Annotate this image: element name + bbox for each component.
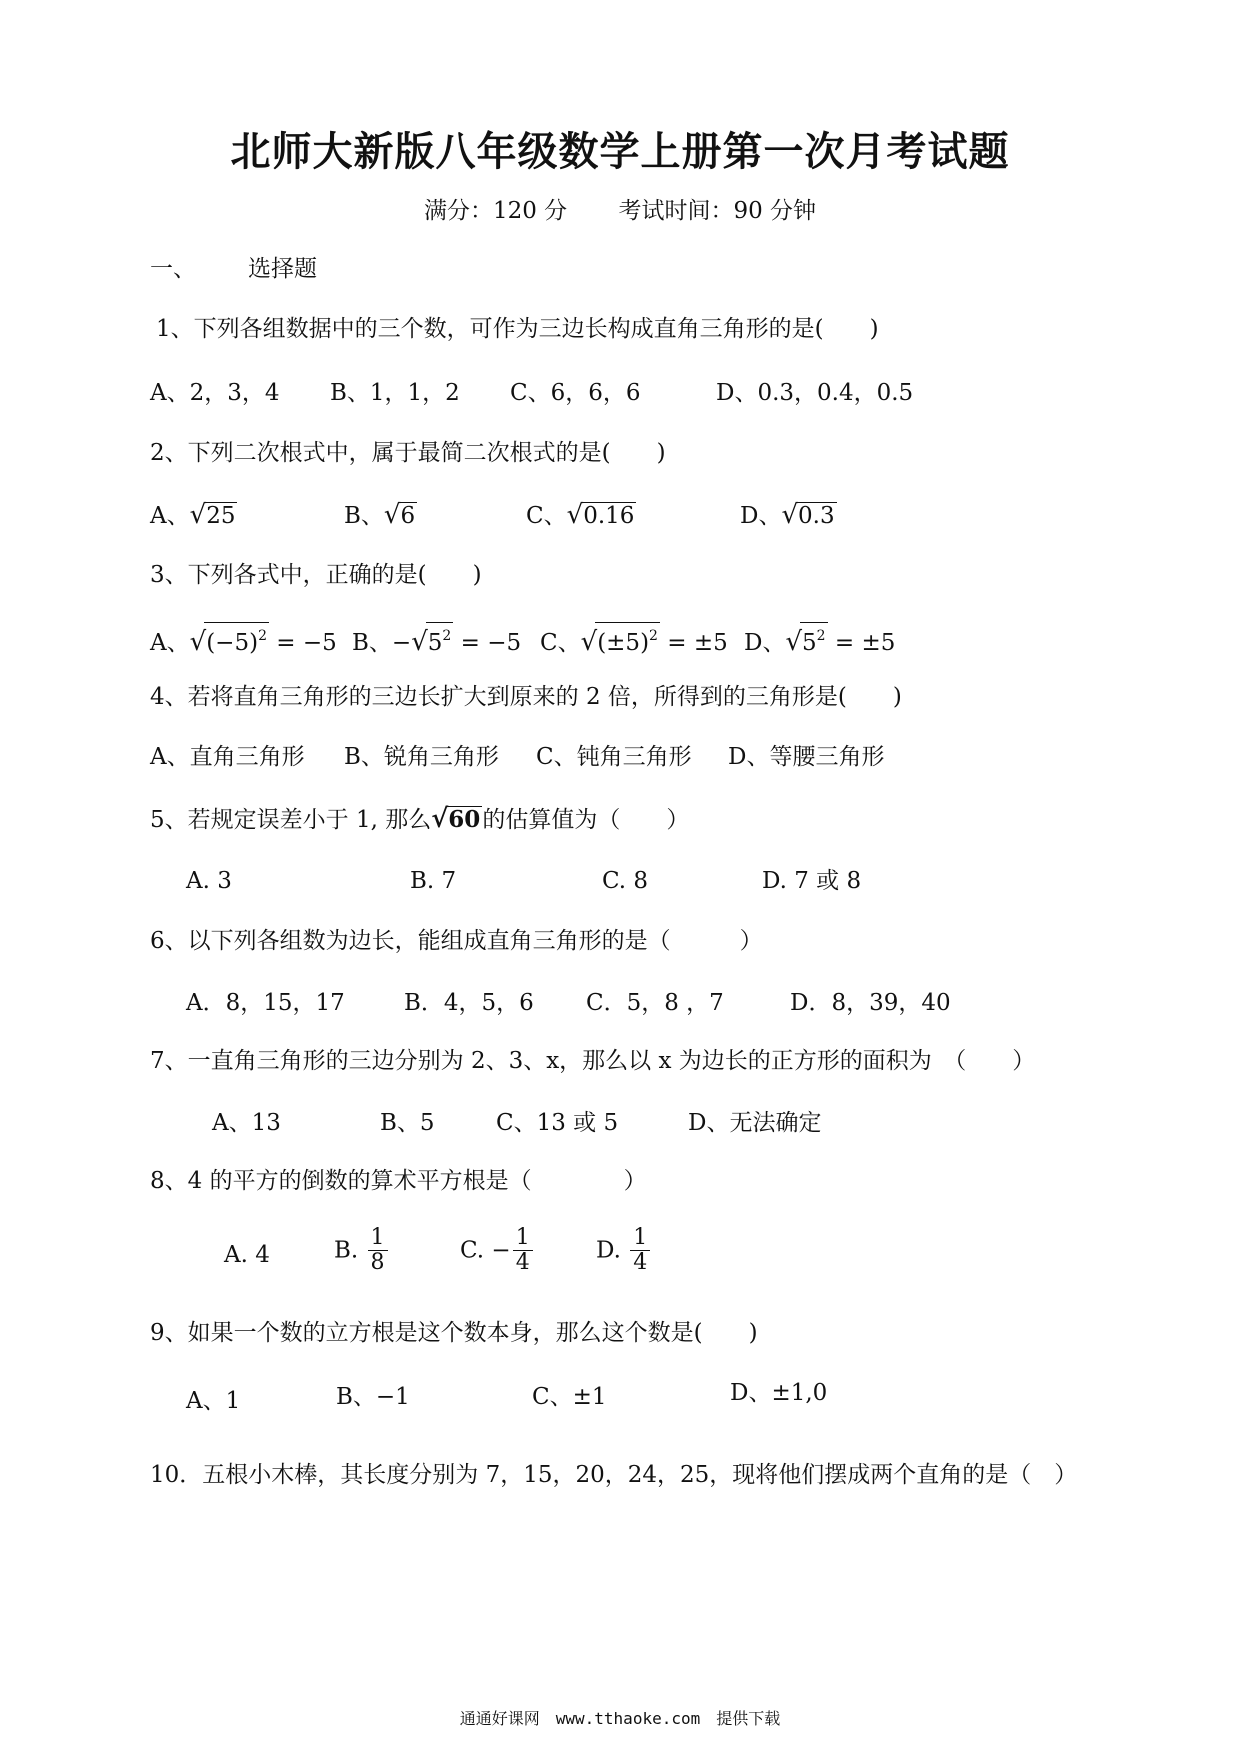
question-10-stem: 10．五根小木棒，其长度分别为 7，15，20，24，25，现将他们摆成两个直角的是（ ）: [150, 1462, 1078, 1488]
q4-option-d: D、等腰三角形: [728, 744, 885, 770]
q6-option-d: D．8，39，40: [790, 990, 951, 1016]
question-5-stem: 5、若规定误差小于 1, 那么√60的估算值为（ ）: [150, 804, 690, 834]
section-number: 一、: [150, 256, 196, 282]
section-heading: [150, 254, 317, 284]
q2-option-d: D、√0.3: [740, 500, 835, 530]
q2-option-b: B、√6: [344, 500, 416, 530]
question-2-stem: 2、下列二次根式中，属于最简二次根式的是( ): [150, 440, 666, 466]
q9-option-d: D、±1,0: [730, 1380, 828, 1406]
question-7-stem: 7、一直角三角形的三边分别为 2、3、x，那么以 x 为边长的正方形的面积为 （ ）: [150, 1048, 1036, 1074]
q8-option-a: A. 4: [224, 1242, 270, 1268]
sqrt-symbol: √60: [431, 804, 481, 834]
q4-option-b: B、锐角三角形: [344, 744, 499, 770]
footer-credit: 通通好课网 www.tthaoke.com 提供下载: [459, 1709, 781, 1728]
question-1-stem: 1、下列各组数据中的三个数，可作为三边长构成直角三角形的是( ): [156, 316, 879, 342]
q6-option-c: C．5，8 ，7: [586, 990, 724, 1016]
sqrt-symbol: √6: [383, 500, 416, 530]
question-8-stem: 8、4 的平方的倒数的算术平方根是（ ）: [150, 1168, 647, 1194]
q9-option-c: C、±1: [532, 1384, 607, 1410]
q2-option-c: C、√0.16: [526, 500, 635, 530]
sqrt-symbol: $√(\pm 5)^2$: [581, 622, 660, 658]
q5-option-c: C. 8: [602, 868, 649, 894]
q4-option-c: C、钝角三角形: [536, 744, 692, 770]
q8-option-d: D. $\frac{1}{4}$: [596, 1226, 652, 1275]
page-title: 北师大新版八年级数学上册第一次月考试题: [230, 129, 1010, 175]
q3-option-c: C、$√(\pm 5)^2 = \pm 5$: [540, 622, 728, 658]
fraction: $\frac{1}{4}$: [513, 1226, 533, 1275]
question-9-stem: 9、如果一个数的立方根是这个数本身，那么这个数是( ): [150, 1320, 758, 1346]
q6-option-a: A．8，15，17: [186, 990, 345, 1016]
q6-option-b: B．4，5，6: [404, 990, 534, 1016]
q5-option-a: A. 3: [186, 868, 232, 894]
sqrt-symbol: √0.16: [566, 500, 635, 530]
q2-option-a: A、√25: [150, 500, 236, 530]
q7-option-d: D、无法确定: [688, 1110, 822, 1136]
q9-option-a: A、1: [186, 1388, 241, 1414]
full-score: 满分：120 分: [423, 198, 568, 224]
q7-option-b: B、5: [380, 1110, 435, 1136]
q5-option-b: B. 7: [410, 868, 457, 894]
fraction: $\frac{1}{8}$: [368, 1226, 388, 1275]
q3-option-a: A、$√(-5)^2 = -5$: [150, 622, 337, 658]
q1-option-c: C、6，6，6: [510, 380, 641, 406]
q5-option-d: D. 7 或 8: [762, 868, 862, 894]
q8-option-b: B. $\frac{1}{8}$: [334, 1226, 390, 1275]
q4-option-a: A、直角三角形: [150, 744, 305, 770]
q7-option-c: C、13 或 5: [496, 1110, 619, 1136]
question-6-stem: 6、以下列各组数为边长，能组成直角三角形的是（ ）: [150, 928, 763, 954]
sqrt-symbol: √25: [189, 500, 236, 530]
exam-info: [0, 192, 1240, 225]
q1-option-a: A、2，3，4: [150, 380, 280, 406]
q1-option-d: D、0.3，0.4，0.5: [716, 380, 914, 406]
sqrt-symbol: √0.3: [781, 500, 835, 530]
exam-time: 考试时间：90 分钟: [618, 198, 817, 224]
sqrt-symbol: $√5^2$: [411, 622, 453, 658]
q8-option-c: C. − $\frac{1}{4}$: [460, 1226, 535, 1275]
question-3-stem: 3、下列各式中，正确的是( ): [150, 562, 482, 588]
section-name: 选择题: [248, 256, 317, 282]
sqrt-symbol: $√(-5)^2$: [190, 622, 269, 658]
q3-option-d: D、$√5^2 = \pm 5$: [744, 622, 895, 658]
sqrt-symbol: $√5^2$: [785, 622, 827, 658]
q9-option-b: B、−1: [336, 1384, 410, 1410]
q1-option-b: B、1，1，2: [330, 380, 460, 406]
fraction: $\frac{1}{4}$: [630, 1226, 650, 1275]
q3-option-b: B、$-√5^2 = -5$: [352, 622, 521, 658]
q7-option-a: A、13: [212, 1110, 281, 1136]
question-4-stem: 4、若将直角三角形的三边长扩大到原来的 2 倍，所得到的三角形是( ): [150, 684, 902, 710]
